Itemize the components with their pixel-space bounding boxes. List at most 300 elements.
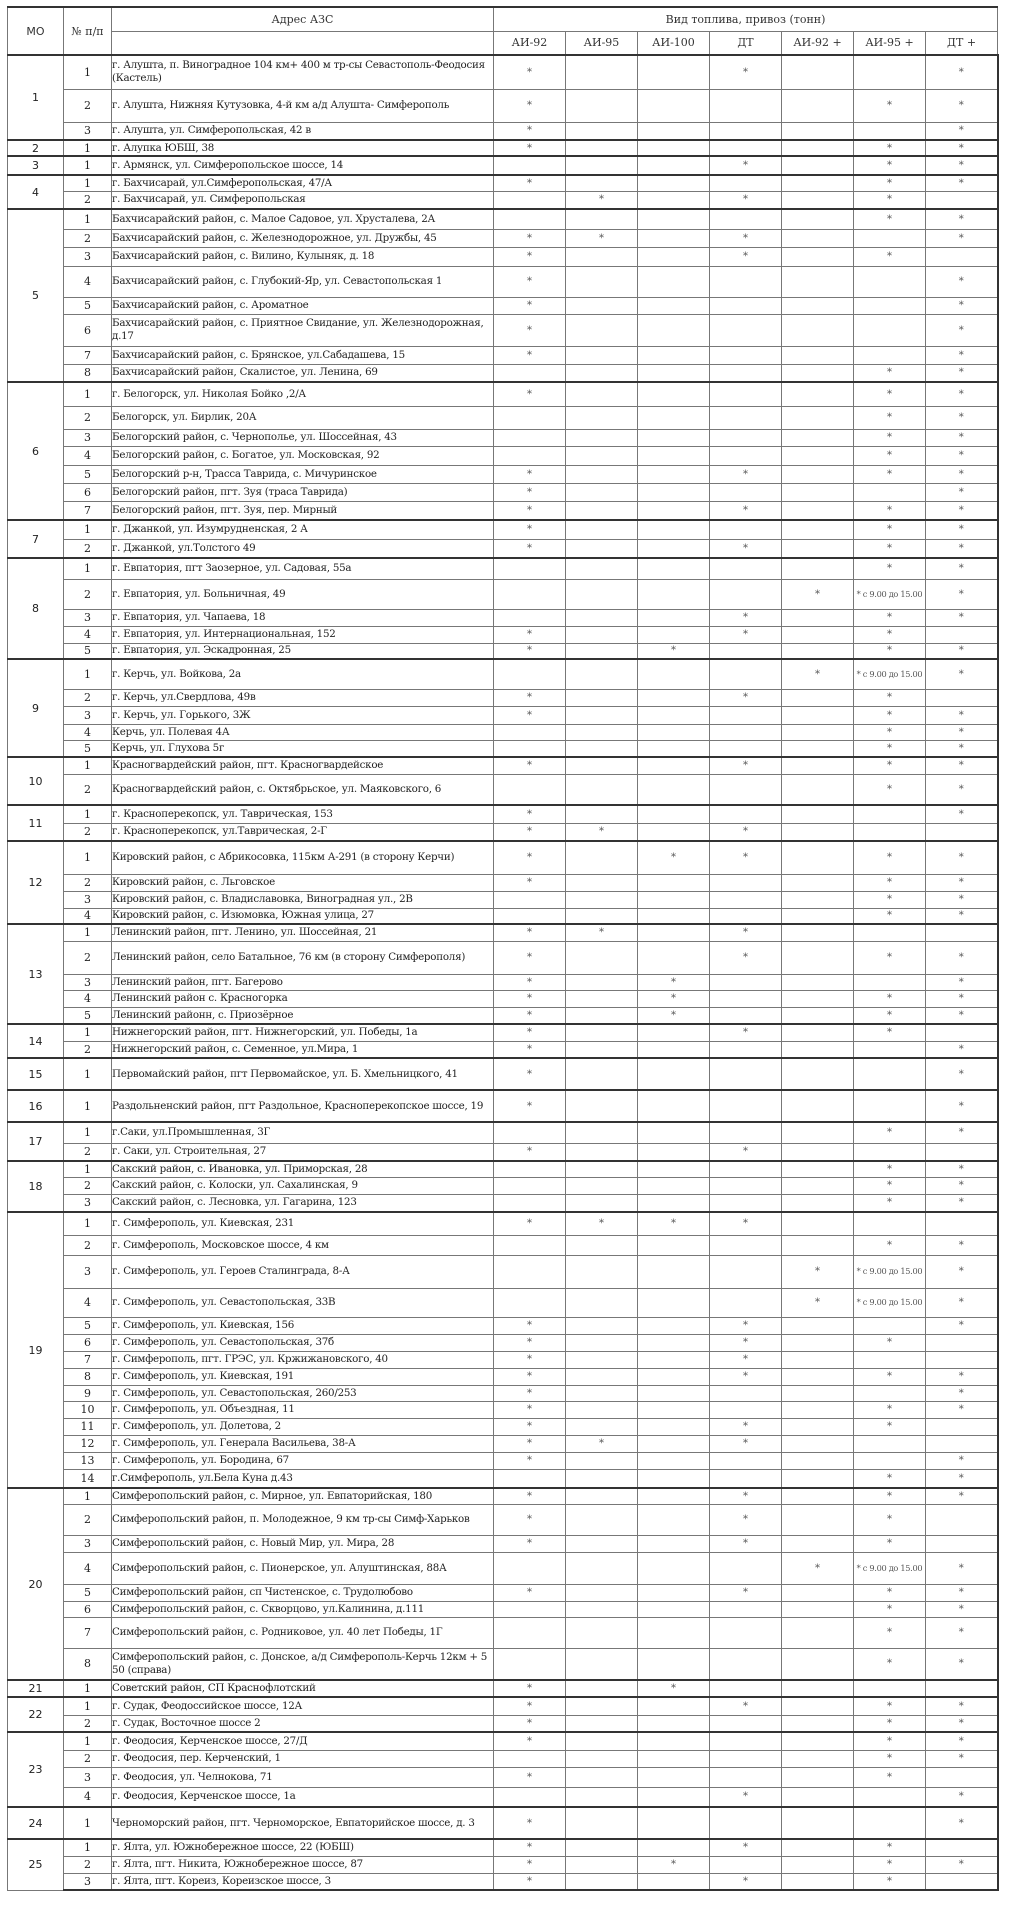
fuel-ai92-cell [494, 1255, 566, 1288]
fuel-availability-note: * с 9.00 до 15.00 [856, 588, 923, 599]
fuel-ai92-cell [494, 1435, 566, 1452]
fuel-dt-cell [710, 1024, 782, 1041]
fuel-ai95-cell [566, 1435, 638, 1452]
fuel-available-mark: * [527, 852, 532, 864]
table-row [8, 1351, 998, 1368]
fuel-ai92-cell [494, 1317, 566, 1334]
fuel-available-mark: * [671, 1009, 676, 1021]
fuel-ai100-cell [638, 1317, 710, 1334]
fuel-ai95-plus-cell [854, 1122, 926, 1143]
row-number-cell: 2 [64, 229, 112, 247]
fuel-dt-cell [710, 1143, 782, 1161]
fuel-ai100-cell [638, 974, 710, 990]
fuel-available-mark: * [958, 1562, 964, 1574]
fuel-dt-plus-cell [926, 247, 998, 266]
fuel-ai92-plus-cell [782, 659, 854, 689]
table-row [8, 659, 998, 689]
fuel-dt-cell [710, 908, 782, 924]
row-number-cell: 3 [64, 609, 112, 626]
fuel-ai92-cell [494, 990, 566, 1007]
fuel-available-mark: * [887, 742, 892, 754]
fuel-ai95-plus-cell [854, 1385, 926, 1401]
fuel-dt-cell [710, 55, 782, 89]
fuel-dt-plus-cell [926, 558, 998, 579]
fuel-ai100-cell [638, 740, 710, 757]
address-cell: г. Симферополь, Московское шоссе, 4 км [112, 1235, 494, 1255]
table-row [8, 643, 998, 659]
fuel-available-mark: * [527, 952, 532, 963]
address-cell: г. Симферополь, ул. Бородина, 67 [112, 1452, 494, 1469]
fuel-ai100-cell [638, 209, 710, 229]
address-cell: Керчь, ул. Полевая 4А [112, 724, 494, 740]
fuel-ai95-plus-cell [854, 1469, 926, 1488]
fuel-dt-cell [710, 247, 782, 266]
fuel-available-mark: * [743, 1371, 748, 1382]
row-number-cell: 1 [64, 1488, 112, 1504]
fuel-ai92-plus-cell [782, 1601, 854, 1617]
fuel-available-mark: * [527, 276, 532, 287]
fuel-ai92-plus-cell [782, 874, 854, 891]
address-cell: Белогорский р-н, Трасса Таврида, с. Мичуринское [112, 465, 494, 483]
fuel-dt-cell [710, 990, 782, 1007]
fuel-dt-cell [710, 1750, 782, 1767]
fuel-ai100-cell [638, 1732, 710, 1750]
table-row [8, 757, 998, 774]
fuel-ai100-cell [638, 1750, 710, 1767]
address-cell: Бахчисарайский район, с. Ароматное [112, 297, 494, 314]
table-row [8, 209, 998, 229]
fuel-ai92-cell [494, 1648, 566, 1680]
fuel-available-mark: * [958, 1753, 964, 1764]
fuel-ai100-cell [638, 1058, 710, 1090]
fuel-available-mark: * [887, 910, 892, 922]
fuel-ai92-cell [494, 908, 566, 924]
table-row [8, 1288, 998, 1317]
fuel-available-mark: * [815, 668, 820, 680]
fuel-available-mark: * [958, 588, 964, 600]
fuel-available-mark: * [958, 432, 964, 443]
fuel-dt-plus-cell [926, 1552, 998, 1584]
fuel-available-mark: * [958, 645, 964, 657]
fuel-ai92-plus-cell [782, 346, 854, 364]
fuel-ai95-cell [566, 89, 638, 122]
fuel-ai95-plus-cell [854, 1435, 926, 1452]
fuel-ai95-plus-cell [854, 55, 926, 89]
fuel-available-mark: * [887, 760, 892, 772]
fuel-ai100-cell [638, 465, 710, 483]
table-row [8, 465, 998, 483]
fuel-ai92-cell [494, 1385, 566, 1401]
fuel-ai95-cell [566, 924, 638, 941]
fuel-available-mark: * [743, 1146, 748, 1158]
fuel-ai92-plus-cell [782, 140, 854, 156]
fuel-available-mark: * [887, 952, 892, 963]
fuel-ai100-cell [638, 1288, 710, 1317]
mo-cell: 2 [8, 140, 64, 156]
address-cell: Симферопольский район, с. Скворцово, ул.Калинина, д.111 [112, 1601, 494, 1617]
fuel-dt-cell [710, 1648, 782, 1680]
fuel-available-mark: * [887, 1700, 892, 1712]
address-cell: Нижнегорский район, пгт. Нижнегорский, ул. Победы, 1а [112, 1024, 494, 1041]
fuel-ai92-plus-cell [782, 1873, 854, 1890]
fuel-available-mark: * [958, 213, 964, 225]
address-cell: г. Симферополь, пгт. ГРЭС, ул. Кржижановского, 40 [112, 1351, 494, 1368]
row-number-cell: 1 [64, 924, 112, 941]
fuel-ai95-plus-cell [854, 908, 926, 924]
fuel-available-mark: * [887, 1875, 892, 1887]
table-row [8, 1058, 998, 1090]
fuel-available-mark: * [527, 1683, 532, 1694]
fuel-ai92-plus-cell [782, 156, 854, 175]
fuel-available-mark: * [743, 1842, 748, 1854]
fuel-ai95-plus-cell [854, 774, 926, 805]
table-row [8, 1007, 998, 1024]
fuel-ai95-cell [566, 314, 638, 346]
fuel-dt-plus-cell [926, 1401, 998, 1418]
fuel-ai92-plus-cell [782, 823, 854, 841]
fuel-available-mark: * [743, 927, 748, 939]
fuel-ai92-cell [494, 122, 566, 140]
address-cell: Первомайский район, пгт Первомайское, ул. Б. Хмельницкого, 41 [112, 1058, 494, 1090]
mo-cell: 25 [8, 1839, 64, 1890]
fuel-available-mark: * [527, 1404, 532, 1415]
fuel-ai100-cell [638, 774, 710, 805]
fuel-ai92-plus-cell [782, 626, 854, 643]
fuel-dt-plus-cell [926, 740, 998, 757]
fuel-dt-plus-cell [926, 841, 998, 874]
fuel-dt-cell [710, 1007, 782, 1024]
row-number-cell: 2 [64, 1750, 112, 1767]
table-row [8, 539, 998, 558]
address-cell: Бахчисарайский район, с. Брянское, ул.Сабадашева, 15 [112, 346, 494, 364]
fuel-available-mark: * [887, 160, 892, 171]
row-number-cell: 3 [64, 122, 112, 140]
fuel-dt-plus-cell [926, 209, 998, 229]
fuel-ai92-plus-cell [782, 1418, 854, 1435]
row-number-cell: 2 [64, 941, 112, 974]
table-row [8, 908, 998, 924]
fuel-ai100-cell [638, 446, 710, 465]
fuel-ai95-cell [566, 874, 638, 891]
fuel-ai92-plus-cell [782, 1368, 854, 1385]
fuel-ai95-cell [566, 1235, 638, 1255]
fuel-dt-plus-cell [926, 314, 998, 346]
fuel-available-mark: * [958, 367, 964, 379]
fuel-available-mark: * [815, 1562, 820, 1574]
row-number-cell: 9 [64, 1385, 112, 1401]
fuel-ai100-cell [638, 1648, 710, 1680]
fuel-ai95-plus-cell [854, 1177, 926, 1194]
fuel-ai92-plus-cell [782, 297, 854, 314]
table-row [8, 558, 998, 579]
fuel-availability-note: * с 9.00 до 15.00 [856, 1562, 923, 1573]
fuel-ai92-cell [494, 346, 566, 364]
table-row [8, 974, 998, 990]
fuel-ai92-plus-cell [782, 1732, 854, 1750]
fuel-available-mark: * [887, 432, 892, 443]
fuel-dt-cell [710, 1807, 782, 1839]
row-number-cell: 8 [64, 1648, 112, 1680]
address-cell: Сакский район, с. Колоски, ул. Сахалинская, 9 [112, 1177, 494, 1194]
table-row [8, 1334, 998, 1351]
address-cell: г. Симферополь, ул. Севастопольская, 37б [112, 1334, 494, 1351]
fuel-ai95-cell [566, 1255, 638, 1288]
fuel-ai100-cell [638, 1767, 710, 1787]
fuel-dt-plus-cell [926, 1177, 998, 1194]
fuel-available-mark: * [958, 726, 964, 738]
fuel-ai92-plus-cell [782, 1385, 854, 1401]
fuel-available-mark: * [887, 1404, 892, 1415]
table-row [8, 1385, 998, 1401]
fuel-available-mark: * [958, 1472, 964, 1484]
fuel-ai95-cell [566, 1601, 638, 1617]
address-cell: Кировский район, с Абрикосовка, 115км А-291 (в сторону Керчи) [112, 841, 494, 874]
fuel-available-mark: * [743, 1354, 748, 1365]
fuel-ai92-plus-cell [782, 465, 854, 483]
fuel-dt-plus-cell [926, 823, 998, 841]
fuel-ai95-cell [566, 191, 638, 209]
fuel-ai95-plus-cell [854, 891, 926, 908]
fuel-ai92-cell [494, 1787, 566, 1807]
table-row [8, 1715, 998, 1732]
fuel-available-mark: * [527, 709, 532, 721]
table-row [8, 346, 998, 364]
row-number-cell: 2 [64, 1143, 112, 1161]
header-fuel-dt-plus: ДТ + [926, 31, 998, 55]
fuel-available-mark: * [743, 1490, 748, 1502]
row-number-cell: 5 [64, 1584, 112, 1601]
table-row [8, 774, 998, 805]
table-row [8, 483, 998, 501]
fuel-ai92-plus-cell [782, 1584, 854, 1601]
fuel-ai95-plus-cell [854, 1601, 926, 1617]
fuel-available-mark: * [887, 524, 892, 536]
fuel-dt-cell [710, 757, 782, 774]
fuel-available-mark: * [887, 993, 892, 1004]
fuel-available-mark: * [527, 468, 532, 480]
fuel-ai92-cell [494, 209, 566, 229]
fuel-ai95-cell [566, 1177, 638, 1194]
fuel-dt-cell [710, 659, 782, 689]
fuel-ai95-plus-cell [854, 1317, 926, 1334]
fuel-dt-plus-cell [926, 156, 998, 175]
table-row [8, 1750, 998, 1767]
fuel-dt-cell [710, 1288, 782, 1317]
fuel-ai95-cell [566, 990, 638, 1007]
fuel-ai92-cell [494, 297, 566, 314]
fuel-dt-plus-cell [926, 406, 998, 429]
mo-cell: 1 [8, 55, 64, 140]
mo-cell: 16 [8, 1090, 64, 1122]
fuel-available-mark: * [743, 692, 748, 703]
fuel-ai92-plus-cell [782, 429, 854, 446]
row-number-cell: 4 [64, 266, 112, 297]
fuel-dt-plus-cell [926, 1839, 998, 1856]
fuel-dt-cell [710, 382, 782, 406]
table-row [8, 1601, 998, 1617]
fuel-dt-plus-cell [926, 1601, 998, 1617]
table-row [8, 446, 998, 465]
fuel-ai100-cell [638, 1697, 710, 1715]
address-cell: г. Алушта, п. Виноградное 104 км+ 400 м тр-сы Севастополь-Феодосия (Кастель) [112, 55, 494, 89]
fuel-ai95-cell [566, 1090, 638, 1122]
fuel-dt-plus-cell [926, 465, 998, 483]
fuel-available-mark: * [958, 542, 964, 554]
fuel-ai92-cell [494, 823, 566, 841]
fuel-ai92-plus-cell [782, 229, 854, 247]
fuel-available-mark: * [527, 66, 532, 78]
fuel-ai92-plus-cell [782, 974, 854, 990]
fuel-ai92-plus-cell [782, 579, 854, 609]
row-number-cell: 1 [64, 1680, 112, 1697]
table-row [8, 266, 998, 297]
table-row [8, 740, 998, 757]
address-cell: Ленинский район, село Батальное, 76 км (в сторону Симферополя) [112, 941, 494, 974]
fuel-ai92-plus-cell [782, 1648, 854, 1680]
fuel-available-mark: * [527, 1027, 532, 1039]
fuel-dt-plus-cell [926, 1334, 998, 1351]
fuel-ai92-plus-cell [782, 1041, 854, 1058]
fuel-available-mark: * [527, 125, 532, 137]
table-row [8, 805, 998, 823]
fuel-ai95-cell [566, 757, 638, 774]
address-cell: г.Саки, ул.Промышленная, 3Г [112, 1122, 494, 1143]
fuel-ai92-cell [494, 724, 566, 740]
fuel-dt-cell [710, 156, 782, 175]
fuel-ai95-cell [566, 247, 638, 266]
fuel-dt-plus-cell [926, 974, 998, 990]
fuel-ai95-plus-cell [854, 539, 926, 558]
fuel-available-mark: * [887, 877, 892, 888]
fuel-ai100-cell [638, 539, 710, 558]
address-cell: Бахчисарайский район, с. Малое Садовое, ул. Хрусталева, 2А [112, 209, 494, 229]
fuel-availability-note: * с 9.00 до 15.00 [856, 1297, 923, 1307]
fuel-ai95-plus-cell [854, 247, 926, 266]
fuel-ai100-cell [638, 1255, 710, 1288]
fuel-ai92-plus-cell [782, 1351, 854, 1368]
fuel-ai92-cell [494, 1584, 566, 1601]
fuel-ai95-plus-cell [854, 1787, 926, 1807]
fuel-ai100-cell [638, 382, 710, 406]
table-row [8, 1194, 998, 1212]
address-cell: Симферопольский район, с. Донское, а/д Симферополь-Керчь 12км + 550 (справа) [112, 1648, 494, 1680]
fuel-ai95-cell [566, 724, 638, 740]
address-cell: г. Джанкой, ул.Толстого 49 [112, 539, 494, 558]
fuel-ai92-cell [494, 406, 566, 429]
fuel-ai95-plus-cell [854, 1715, 926, 1732]
fuel-available-mark: * [887, 1490, 892, 1502]
fuel-available-mark: * [887, 213, 892, 225]
fuel-ai92-cell [494, 609, 566, 626]
fuel-availability-note: * с 9.00 до 15.00 [856, 1266, 923, 1276]
fuel-ai100-cell [638, 689, 710, 706]
fuel-ai92-cell [494, 382, 566, 406]
table-row [8, 1090, 998, 1122]
fuel-ai100-cell [638, 1368, 710, 1385]
fuel-ai92-plus-cell [782, 1255, 854, 1288]
fuel-ai92-plus-cell [782, 558, 854, 579]
fuel-ai95-plus-cell [854, 874, 926, 891]
fuel-ai100-cell [638, 1601, 710, 1617]
fuel-available-mark: * [958, 1068, 964, 1080]
fuel-dt-cell [710, 140, 782, 156]
row-number-cell: 7 [64, 1617, 112, 1648]
row-number-cell: 5 [64, 643, 112, 659]
row-number-cell: 5 [64, 1317, 112, 1334]
address-cell: Бахчисарайский район, с. Вилино, Кулыняк, д. 18 [112, 247, 494, 266]
fuel-available-mark: * [743, 1791, 748, 1803]
fuel-ai100-cell [638, 89, 710, 122]
mo-cell: 13 [8, 924, 64, 1024]
table-row [8, 1504, 998, 1535]
row-number-cell: 3 [64, 706, 112, 724]
fuel-dt-plus-cell [926, 89, 998, 122]
fuel-ai92-cell [494, 579, 566, 609]
fuel-available-mark: * [958, 1180, 964, 1191]
fuel-available-mark: * [958, 177, 964, 189]
fuel-available-mark: * [958, 808, 964, 820]
fuel-ai95-plus-cell [854, 266, 926, 297]
fuel-available-mark: * [958, 1127, 964, 1139]
fuel-dt-cell [710, 1732, 782, 1750]
fuel-dt-plus-cell [926, 1807, 998, 1839]
fuel-ai95-plus-cell [854, 1617, 926, 1648]
fuel-ai95-cell [566, 1334, 638, 1351]
table-row [8, 122, 998, 140]
fuel-dt-plus-cell [926, 1680, 998, 1697]
row-number-cell: 2 [64, 689, 112, 706]
row-number-cell: 1 [64, 805, 112, 823]
table-row [8, 841, 998, 874]
fuel-available-mark: * [743, 1421, 748, 1432]
fuel-ai92-cell [494, 1807, 566, 1839]
fuel-available-mark: * [958, 1163, 964, 1175]
row-number-cell: 7 [64, 1351, 112, 1368]
fuel-dt-cell [710, 1535, 782, 1552]
fuel-available-mark: * [527, 629, 532, 640]
fuel-available-mark: * [527, 100, 532, 111]
fuel-dt-cell [710, 1368, 782, 1385]
fuel-ai95-plus-cell [854, 1194, 926, 1212]
fuel-ai92-cell [494, 191, 566, 209]
fuel-dt-cell [710, 689, 782, 706]
fuel-available-mark: * [958, 468, 964, 480]
fuel-available-mark: * [743, 194, 748, 206]
address-cell: г. Алушта, ул. Симферопольская, 42 в [112, 122, 494, 140]
fuel-dt-cell [710, 891, 782, 908]
fuel-available-mark: * [958, 1717, 964, 1729]
fuel-ai95-cell [566, 122, 638, 140]
fuel-ai92-cell [494, 89, 566, 122]
fuel-ai92-plus-cell [782, 941, 854, 974]
fuel-available-mark: * [527, 349, 532, 361]
fuel-dt-plus-cell [926, 1385, 998, 1401]
fuel-ai100-cell [638, 1194, 710, 1212]
fuel-available-mark: * [527, 388, 532, 400]
table-row [8, 156, 998, 175]
fuel-available-mark: * [887, 1337, 892, 1348]
fuel-ai92-plus-cell [782, 501, 854, 520]
fuel-ai95-plus-cell [854, 382, 926, 406]
address-cell: г.Симферополь, ул.Бела Куна д.43 [112, 1469, 494, 1488]
fuel-available-mark: * [527, 1538, 532, 1549]
table-row [8, 1839, 998, 1856]
fuel-available-mark: * [958, 668, 964, 680]
row-number-cell: 6 [64, 1334, 112, 1351]
fuel-ai100-cell [638, 314, 710, 346]
address-cell: г. Феодосия, пер. Керченский, 1 [112, 1750, 494, 1767]
fuel-available-mark: * [527, 1875, 532, 1887]
